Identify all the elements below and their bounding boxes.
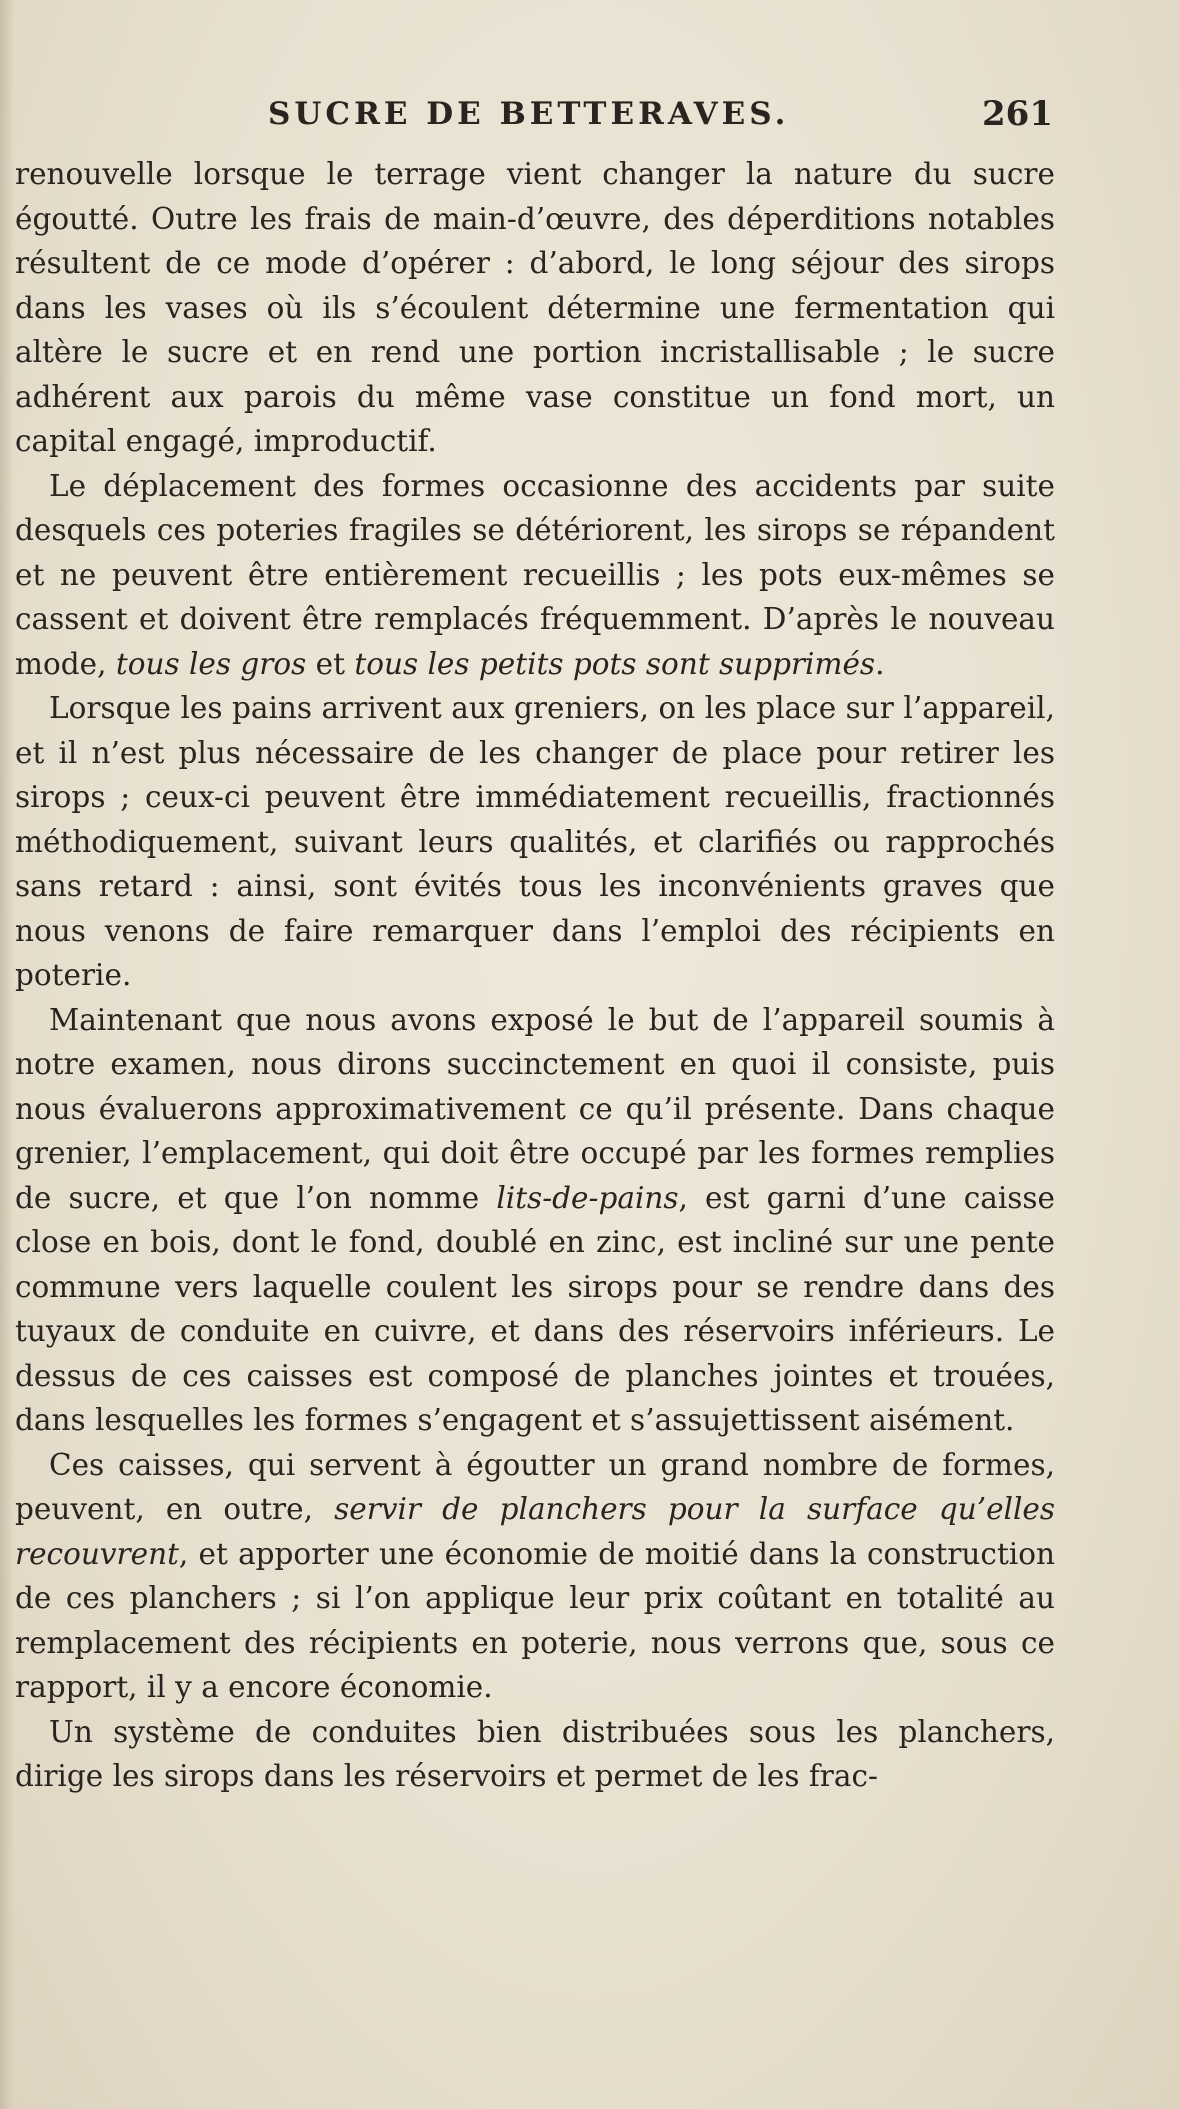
paragraph-6-text: Un système de conduites bien distribuées sous les planchers, dirige les sirops dans les réservoirs et permet de les frac- [15, 1714, 1055, 1793]
body-text [15, 152, 1055, 1799]
page-number: 261 [982, 94, 1053, 134]
paragraph-2-text-before: Le déplacement des formes occasionne des accidents par suite desquels ces poteries fragiles se détériorent, les sirops se répandent et ne peuvent être entièrement recueillis ; les pots eux-mêmes se cassent et doivent être remplacés fréquemment. D’après le nouveau mode, [15, 468, 1055, 681]
paragraph-2-emphasis-1: tous les gros [115, 646, 307, 681]
paragraph-2-emphasis-2: tous les petits pots sont supprimés [354, 646, 876, 681]
paragraph-6 [15, 1710, 1055, 1799]
page-header [0, 96, 1180, 146]
paragraph-3-text: Lorsque les pains arrivent aux greniers, on les place sur l’appareil, et il n’est plus nécessaire de les changer de place pour retirer les sirops ; ceux-ci peuvent être immédiatement recueillis, fractionnés méthodiquement, suivant leurs qualités, et clarifiés ou rapprochés sans retard : ainsi, sont évités tous les inconvénients graves que nous venons de faire remarquer dans l’emploi des récipients en poterie. [15, 691, 1055, 992]
paragraph-5-text-before: Ces caisses, qui servent à égoutter un grand nombre de formes, peuvent, en outre, [15, 1447, 1055, 1526]
paragraph-4-text-after: , est garni d’une caisse close en bois, dont le fond, doublé en zinc, est incliné sur une pente commune vers laquelle coulent les sirops pour se rendre dans des tuyaux de conduite en cuivre, et dans des réservoirs inférieurs. Le dessus de ces caisses est composé de planches jointes et trouées, dans lesquelles les formes s’engagent et s’assujettissent aisément. [15, 1180, 1056, 1437]
paragraph-2-text-middle: et [306, 646, 355, 681]
paragraph-5-emphasis: servir de planchers pour la surface qu’elles recouvrent [15, 1492, 1055, 1571]
paragraph-4-text-before: Maintenant que nous avons exposé le but de l’appareil soumis à notre examen, nous dirons succinctement en quoi il consiste, puis nous évaluerons approximativement ce qu’il présente. Dans chaque grenier, l’emplacement, qui doit être occupé par les formes remplies de sucre, et que l’on nomme [15, 1002, 1055, 1215]
paragraph-1 [15, 152, 1055, 464]
paragraph-1-text: renouvelle lorsque le terrage vient changer la nature du sucre égoutté. Outre les frais de main-d’œuvre, des déperditions notables résultent de ce mode d’opérer : d’abord, le long séjour des sirops dans les vases où ils s’écoulent détermine une fermentation qui altère le sucre et en rend une portion incristallisable ; le sucre adhérent aux parois du même vase constitue un fond mort, un capital engagé, improductif. [15, 157, 1055, 458]
paragraph-2 [15, 464, 1055, 687]
paragraph-4-emphasis: lits-de-pains [496, 1180, 679, 1215]
page-gutter-shadow [0, 0, 14, 2109]
paragraph-5 [15, 1443, 1055, 1710]
paragraph-4 [15, 998, 1055, 1443]
paragraph-5-text-after: , et apporter une économie de moitié dans la construction de ces planchers ; si l’on applique leur prix coûtant en totalité au remplacement des récipients en poterie, nous verrons que, sous ce rapport, il y a encore économie. [15, 1536, 1055, 1704]
paragraph-3 [15, 686, 1055, 998]
running-title: SUCRE DE BETTERAVES. [268, 96, 790, 132]
paragraph-2-text-after: . [875, 646, 885, 681]
